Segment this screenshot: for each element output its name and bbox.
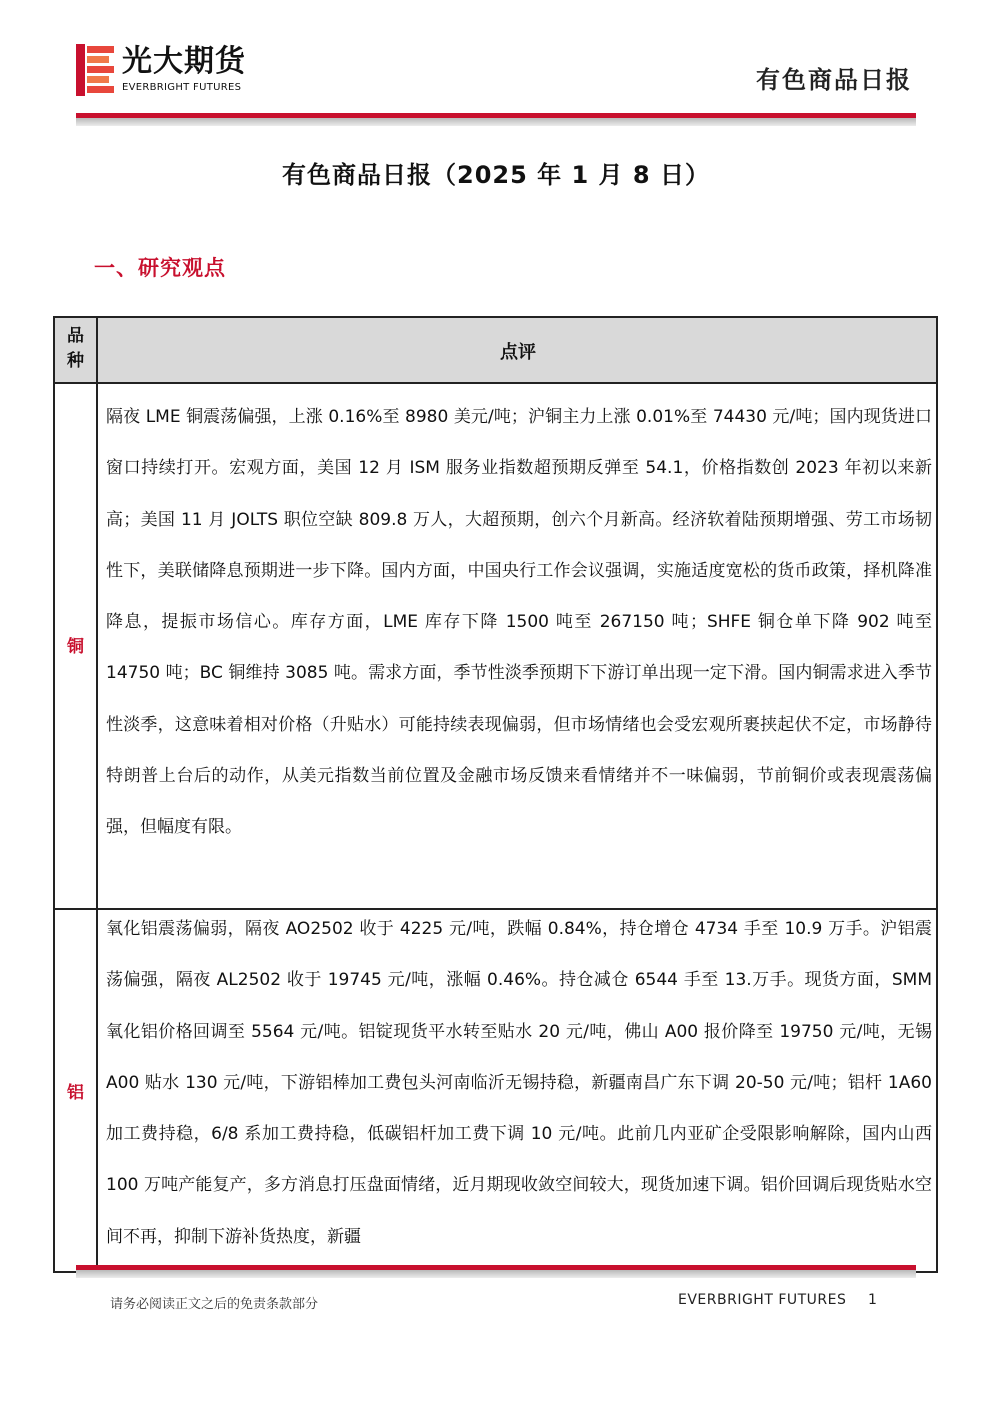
header-comment: 点评 (500, 342, 536, 363)
row-kind-aluminum: 铝 (67, 1083, 84, 1103)
header-kind-char-2: 种 (67, 351, 84, 371)
header-report-name: 有色商品日报 (756, 66, 912, 94)
document-title: 有色商品日报（2025 年 1 月 8 日） (282, 161, 710, 189)
table-header (55, 318, 936, 384)
footer-disclaimer: 请务必阅读正文之后的免责条款部分 (110, 1297, 319, 1312)
logo-cn-text: 光大期货 (122, 44, 246, 79)
everbright-logo-icon (76, 44, 114, 96)
page-number: 1 (868, 1292, 877, 1308)
table-row (55, 910, 936, 1273)
footer-brand: EVERBRIGHT FUTURES (678, 1292, 847, 1308)
row-kind-copper: 铜 (67, 637, 84, 657)
header-kind (55, 324, 96, 374)
section-heading: 一、研究观点 (94, 256, 226, 280)
company-logo (76, 44, 286, 100)
research-table (53, 316, 938, 1273)
header-divider-shadow (76, 118, 916, 126)
table-row (55, 384, 936, 910)
logo-en-text: EVERBRIGHT FUTURES (122, 82, 242, 93)
column-divider (96, 318, 98, 1271)
row-comment-copper: 隔夜 LME 铜震荡偏强，上涨 0.16%至 8980 美元/吨；沪铜主力上涨 0.01%至 74430 元/吨；国内现货进口窗口持续打开。宏观方面，美国 12 月 ISM 服务业指数超预期反弹至 54.1，价格指数创 2023 年初以来新高；美国 11 月 JOLTS 职位空缺 809.8 万人，大超预期，创六个月新高。经济软着陆预期增强、劳工市场韧性下，美联储降息预期进一步下降。国内方面，中国央行工作会议强调，实施适度宽松的货币政策，择机降准降息，提振市场信心。库存方面，LME 库存下降 1500 吨至 267150 吨；SHFE 铜仓单下降 902 吨至 14750 吨；BC 铜维持 3085 吨。需求方面，季节性淡季预期下下游订单出现一定下滑。国内铜需求进入季节性淡季，这意味着相对价格（升贴水）可能持续表现偏弱，但市场情绪也会受宏观所裹挟起伏不定，市场静待特朗普上台后的动作，从美元指数当前位置及金融市场反馈来看情绪并不一味偏弱，节前铜价或表现震荡偏强，但幅度有限。 (106, 407, 932, 838)
header-kind-char-1: 品 (67, 326, 84, 346)
row-comment-aluminum: 氧化铝震荡偏弱，隔夜 AO2502 收于 4225 元/吨，跌幅 0.84%，持仓增仓 4734 手至 10.9 万手。沪铝震荡偏强，隔夜 AL2502 收于 19745 元/吨，涨幅 0.46%。持仓减仓 6544 手至 13.万手。现货方面，SMM 氧化铝价格回调至 5564 元/吨。铝锭现货平水转至贴水 20 元/吨，佛山 A00 报价降至 19750 元/吨，无锡 A00 贴水 130 元/吨，下游铝棒加工费包头河南临沂无锡持稳，新疆南昌广东下调 20-50 元/吨；铝杆 1A60 加工费持稳，6/8 系加工费持稳，低碳铝杆加工费下调 10 元/吨。此前几内亚矿企受限影响解除，国内山西 100 万吨产能复产，多方消息打压盘面情绪，近月期现收敛空间较大，现货加速下调。铝价回调后现货贴水空间不再，抑制下游补货热度，新疆 (106, 919, 932, 1247)
footer-divider-shadow (76, 1270, 916, 1278)
